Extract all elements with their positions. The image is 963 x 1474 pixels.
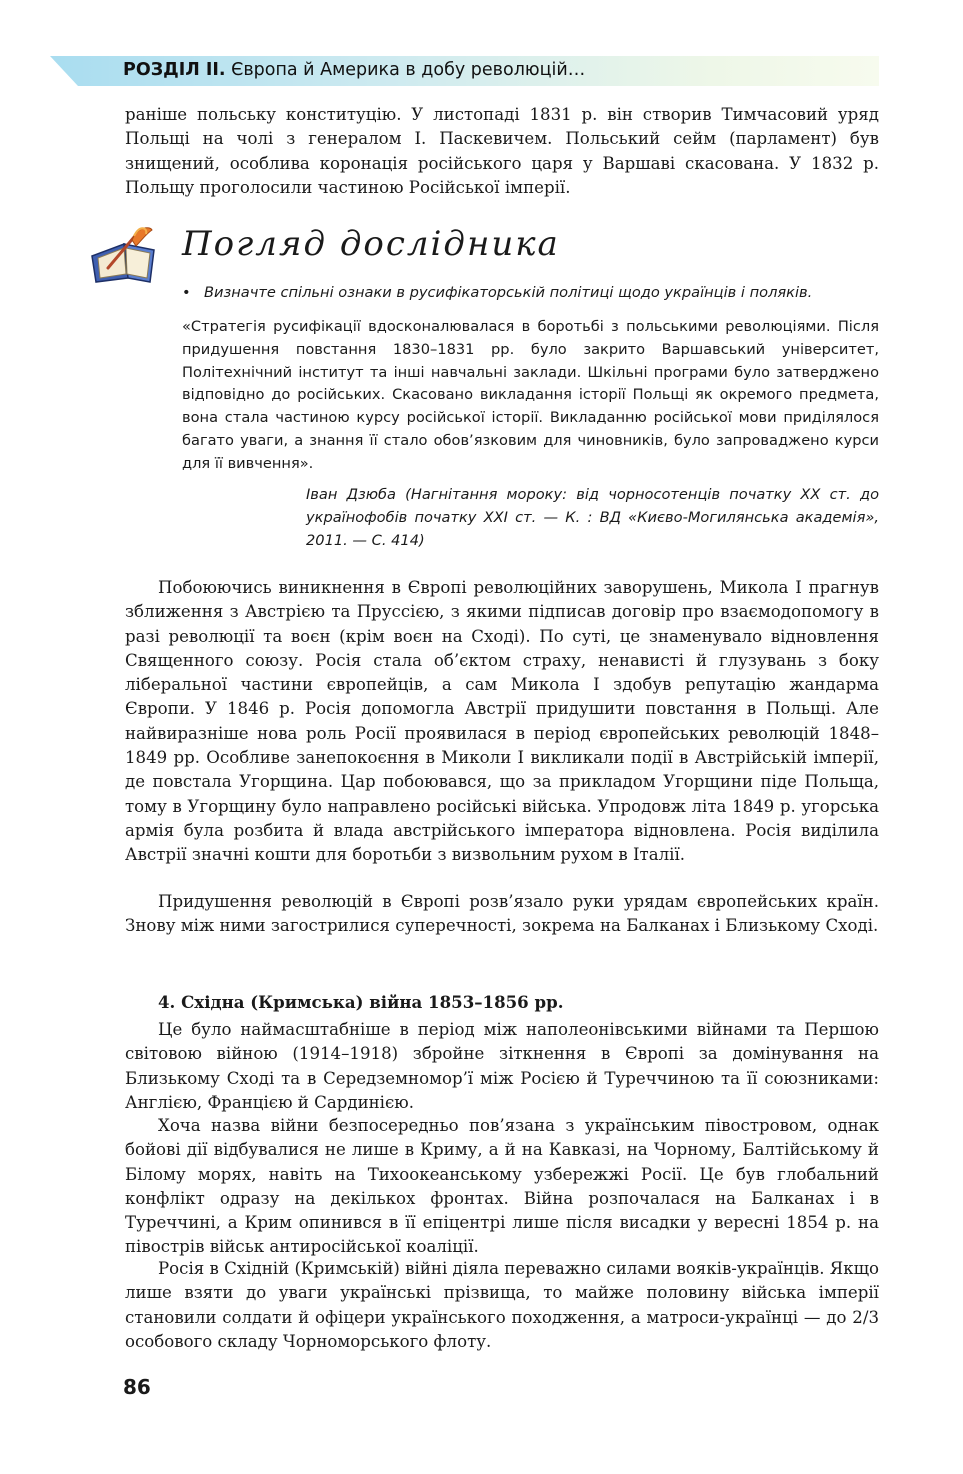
task-text: Визначте спільні ознаки в русифікаторській політиці щодо українців і поляків. (204, 284, 813, 301)
section-label: РОЗДІЛ ІІ. (123, 60, 226, 80)
paragraph: Росія в Східній (Кримській) війні діяла переважно силами вояків-українців. Якщо лише взяти до уваги українські прізвища, то майже половину війська імперії становили солдати й офіцери українського походження, а матроси-українці — до 2/3 особового складу Чорноморського флоту. (125, 1259, 879, 1351)
book-quill-icon (88, 226, 162, 284)
researcher-quote: «Стратегія русифікації вдосконалювалася в боротьбі з польськими революціями. Після придушення повстання 1830–1831 рр. було закрито Варшавський університет, Політехнічний інститут та інші навчальні заклади. Шкільні програми було затверджено відповідно до російських. Скасовано викладання історії Польщі як окремого предмета, вона стала частиною курсу російської історії. Викладанню російської мови приділялося багато уваги, а знання її стало обов’язковим для чиновників, було запроваджено курси для її вивчення». (182, 318, 879, 472)
paragraph: Придушення революцій в Європі розв’язало руки урядам європейських країн. Знову між ними загострилися суперечності, зокрема на Балканах і Близькому Сході. (125, 892, 879, 936)
bullet-icon: • (182, 284, 191, 301)
researcher-view-title: Погляд дослідника (182, 224, 560, 264)
paragraph: Побоюючись виникнення в Європі революційних заворушень, Микола І прагнув зближення з Австрією та Пруссією, з якими підписав договір про взаємодопомогу в разі революції та воєн (крім воєн на Сході). По суті, це знаменувало відновлення Священного союзу. Росія стала об’єктом страху, ненависті й глузувань з боку ліберальної частини європейців, а сам Микола І здобув репутацію жандарма Європи. У 1846 р. Росія допомогла Австрії придушити повстання в Польщі. Але найвиразніше нова роль Росії проявилася в період європейських революцій 1848–1849 рр. Особливе занепокоєння в Миколи І викликали події в Австрійській імперії, де повстала Угорщина. Цар побоювався, що за прикладом Угорщини піде Польща, тому в Угорщину було направлено російські війська. Упродовж літа 1849 р. угорська армія була розбита й влада австрійського імператора відновлена. Росія виділила Австрії значні кошти для боротьби з визвольним рухом в Італії. (125, 578, 879, 865)
quote-citation: Іван Дзюба (Нагнітання мороку: від чорносотенців початку ХХ ст. до українофобів початку ХХІ ст. — К. : ВД «Києво-Могилянська академія», 2011. — С. 414) (306, 486, 879, 549)
running-header (123, 60, 585, 80)
paragraph: раніше польську конституцію. У листопаді 1831 р. він створив Тимчасовий уряд Польщі на чолі з генералом І. Паскевичем. Польський сейм (парламент) був знищений, особлива коронація російського царя у Варшаві скасована. У 1832 р. Польщу проголосили частиною Російської імперії. (125, 105, 879, 197)
section-title: Європа й Америка в добу революцій… (231, 60, 586, 80)
paragraph: Це було наймасштабніше в період між наполеонівськими війнами та Першою світовою війною (1914–1918) збройне зіткнення в Європі за домінування на Близькому Сході та в Середземномор’ї між Росією й Туреччиною та її союзниками: Англією, Францією й Сардинією. (125, 1020, 879, 1112)
page-number: 86 (123, 1375, 151, 1399)
section-heading: 4. Східна (Кримська) війна 1853–1856 рр. (158, 992, 564, 1012)
task-item (182, 283, 882, 303)
paragraph: Хоча назва війни безпосередньо пов’язана з українським півостровом, однак бойові дії відбувалися не лише в Криму, а й на Кавказі, на Чорному, Балтійському й Білому морях, навіть на Тихоокеанському узбережжі Росії. Це був глобальний конфлікт одразу на декількох фронтах. Війна розпочалася на Балканах і в Туреччині, а Крим опинився в її епіцентрі лише після висадки у вересні 1854 р. на півострів військ антиросійської коаліції. (125, 1116, 879, 1257)
